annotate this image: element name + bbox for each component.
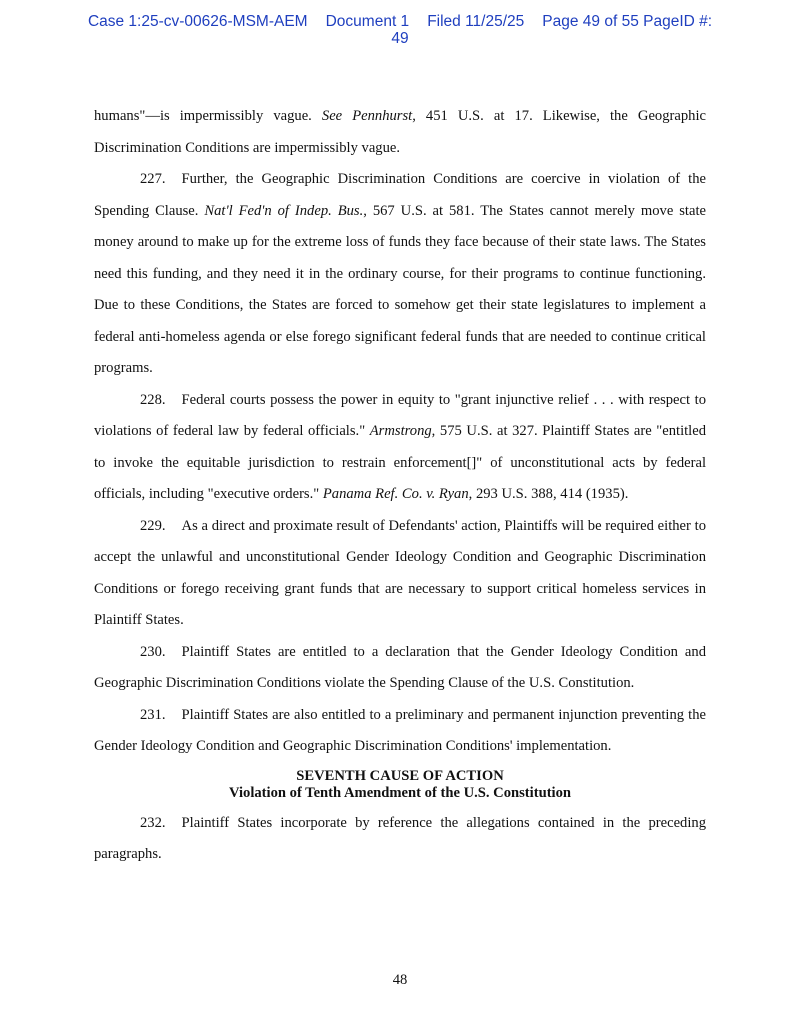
paragraph-number: 229. [140,517,166,534]
cause-of-action-subtitle: Violation of Tenth Amendment of the U.S. Constitution [228,784,572,801]
paragraph-232: 232. Plaintiff States incorporate by reference the allegations contained in the preceding paragraphs. [94,814,706,862]
citation: Nat'l Fed'n of Indep. Bus. [204,202,364,219]
filed-date: Filed 11/25/25 [427,13,525,30]
case-number: Case 1:25-cv-00626-MSM-AEM [87,13,308,30]
paragraph-228: 228. Federal courts possess the power in equity to "grant injunctive relief . . . with respect to violations of federal law by federal officials." Armstrong, 575 U.S. at 327. Plaintiff States are "entitled to invoke the equitable jurisdiction to restrain enforcement[]" of unconstitutional acts by federal officials, including "executive orders." Panama Ref. Co. v. Ryan, 293 U.S. 388, 414 (1935). [94,391,707,502]
paragraph-continuation: humans"—is impermissibly vague. See Pennhurst, 451 U.S. at 17. Likewise, the Geographic Discrimination Conditions are impermissibly vague. [94,108,706,156]
page-id: 49 [391,30,409,47]
page-number: 48 [392,972,408,988]
paragraph-number: 228. [140,391,166,408]
paragraph-229: 229. As a direct and proximate result of Defendants' action, Plaintiffs will be required either to accept the unlawful and unconstitutional Gender Ideology Condition and Geographic Discrimination Conditions or forego receiving grant funds that are necessary to support critical homeless services in Plaintiff States. [94,517,706,628]
section-heading [94,768,706,802]
page-info: Page 49 of 55 PageID #: [542,13,713,30]
paragraph-number: 231. [140,706,166,723]
paragraph-227: 227. Further, the Geographic Discrimination Conditions are coercive in violation of the Spending Clause. Nat'l Fed'n of Indep. Bus., 567 U.S. at 581. The States cannot merely move state money around to make up for the extreme loss of funds they face because of their state laws. The States need this funding, and they need it in the ordinary course, for their programs to continue functioning. Due to these Conditions, the States are forced to somehow get their state legislatures to implement a federal anti-homeless agenda or else forego significant federal funds that are needed to continue critical programs. [94,171,706,376]
case-header [0,13,800,47]
citation: Panama Ref. Co. v. Ryan [322,486,469,502]
document-number: Document 1 [325,13,410,30]
paragraph-230: 230. Plaintiff States are entitled to a declaration that the Gender Ideology Condition and Geographic Discrimination Conditions violate the Spending Clause of the U.S. Constitution. [94,643,706,691]
document-body [94,101,706,871]
citation: Armstrong [369,423,432,439]
citation: See Pennhurst [321,108,413,124]
paragraph-number: 227. [140,171,166,187]
paragraph-231: 231. Plaintiff States are also entitled to a preliminary and permanent injunction preventing the Gender Ideology Condition and Geographic Discrimination Conditions' implementation. [94,706,706,754]
paragraph-number: 232. [140,814,166,831]
cause-of-action-title: SEVENTH CAUSE OF ACTION [296,767,504,784]
paragraph-number: 230. [140,643,166,660]
